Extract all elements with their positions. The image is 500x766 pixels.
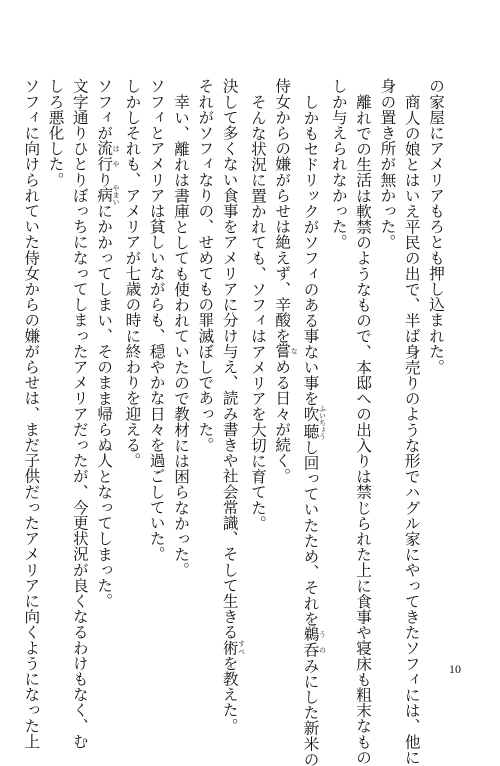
text-line: ソフィに向けられていた侍女からの嫌がらせは、まだ子供だったアメリアに向くようになった上 <box>22 78 41 749</box>
text-line: ソフィが流 は行 やり病 やまいにかかってしまい、そのまま帰らぬ人となってしまった。 <box>95 78 121 609</box>
text-line: しかしそれも、アメリアが七歳の時に終わりを迎える。 <box>123 78 142 468</box>
text-line: 身の置き所が無かった。 <box>378 78 397 250</box>
text-line: ソフィとアメリアは貧しいながらも、穏やかな日々を過ごしていた。 <box>147 78 166 562</box>
text-line: しろ悪化した。 <box>46 78 65 188</box>
text-line: 決して多くない食事をアメリアに分け与え、読み書きや社会常識、そして生きる術 すべを教えた。 <box>220 78 246 734</box>
text-line: 離れでの生活は軟禁のようなもので、本邸への出入りは禁じられた上に食事や寝床も粗末なもの <box>354 93 373 765</box>
text-line: 幸い、離れは書庫としても使われていたので教材には困らなかった。 <box>172 93 191 578</box>
text-line: の家屋にアメリアもろとも押し込まれた。 <box>427 78 445 375</box>
text-line: しかもセドリックがソフィのある事ない事を吹聴 ふいちょうし回っていたため、それを鵜 う呑 のみにした新米の <box>301 93 327 766</box>
text-line: しか与えられなかった。 <box>329 78 348 250</box>
text-line: 文字通りひとりぼっちになってしまったアメリアだったが、今更状況が良くなるわけもなく、む <box>70 78 89 749</box>
vertical-text-body <box>22 78 448 766</box>
text-line: 侍女からの嫌がらせは絶えず、辛酸を嘗 なめる日々が続く。 <box>273 78 299 484</box>
text-line: それがソフィなりの、せめてもの罪滅ぼしであった。 <box>196 78 215 453</box>
text-line: 商人の娘とはいえ平民の出で、半ば身売りのような形でハグル家にやってきたソフィには、他に <box>402 93 421 765</box>
text-line: そんな状況に置かれても、ソフィはアメリアを大切に育てた。 <box>248 93 267 531</box>
page-number: 10 <box>449 662 461 676</box>
